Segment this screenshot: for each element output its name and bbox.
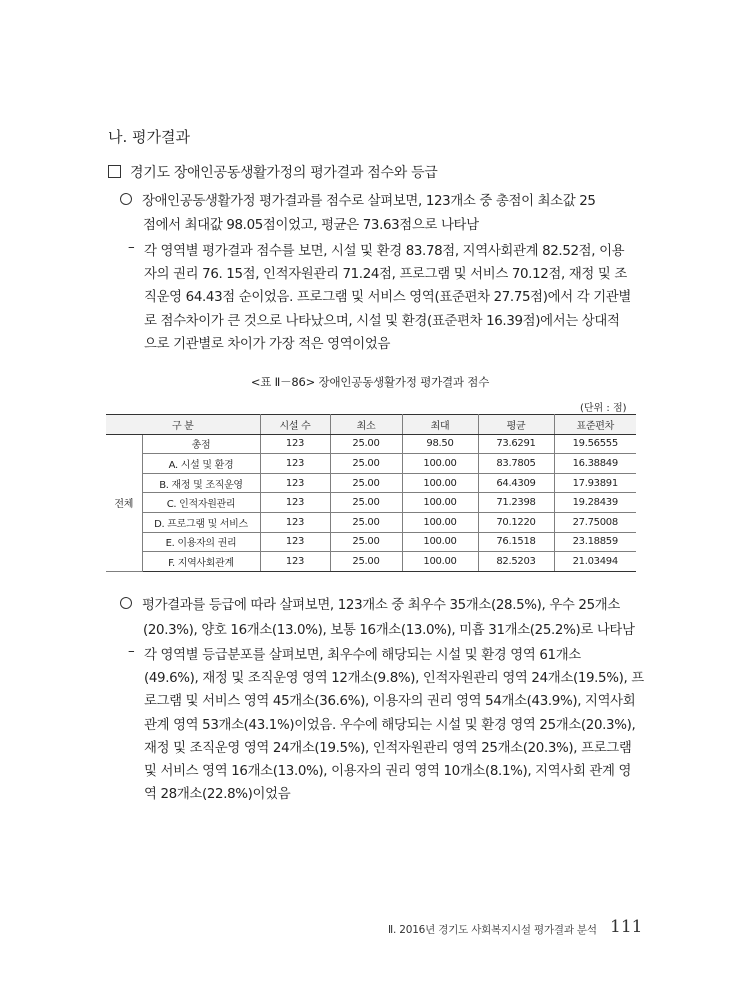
cell-mean: 71.2398	[478, 493, 554, 513]
para1-sub-line: 직운영 64.43점 순이었음. 프로그램 및 서비스 영역(표준편차 27.75점)에서 각 기관별	[144, 290, 631, 306]
cell-max: 100.00	[402, 512, 478, 532]
cell-sd: 19.56555	[554, 434, 636, 454]
cell-min: 25.00	[330, 512, 402, 532]
cell-min: 25.00	[330, 434, 402, 454]
cell-count: 123	[260, 532, 330, 552]
table-row	[106, 532, 636, 552]
circle-bullet-icon	[120, 597, 132, 609]
para2-sub-line: 각 영역별 등급분포를 살펴보면, 최우수에 해당되는 시설 및 환경 영역 61개소	[144, 648, 581, 663]
header-sd: 표준편차	[554, 415, 636, 435]
cell-max: 100.00	[402, 532, 478, 552]
header-category: 구 분	[106, 415, 260, 435]
para2-sub-line: 재정 및 조직운영 영역 24개소(19.5%), 인적자원관리 영역 25개소(20.3%), 프로그램	[144, 740, 632, 756]
cell-mean: 82.5203	[478, 552, 554, 572]
row-label: D. 프로그램 및 서비스	[142, 512, 260, 532]
cell-min: 25.00	[330, 552, 402, 572]
row-label: B. 재정 및 조직운영	[142, 473, 260, 493]
cell-max: 100.00	[402, 552, 478, 572]
row-label: A. 시설 및 환경	[142, 454, 260, 474]
page-number: 111	[610, 917, 643, 937]
table-unit: (단위 : 점)	[580, 403, 627, 414]
para2-bullet-text: 평가결과를 등급에 따라 살펴보면, 123개소 중 최우수 35개소(28.5%), 우수 25개소	[142, 598, 620, 613]
header-mean: 평균	[478, 415, 554, 435]
row-label: 총점	[142, 434, 260, 454]
sub-heading	[108, 162, 438, 182]
square-bullet-icon	[108, 165, 121, 178]
table-row	[106, 512, 636, 532]
para1-sub-line: 로 점수차이가 큰 것으로 나타났으며, 시설 및 환경(표준편차 16.39점)에서는 상대적	[144, 313, 620, 329]
header-count: 시설 수	[260, 415, 330, 435]
para2-cont: (20.3%), 양호 16개소(13.0%), 보통 16개소(13.0%), 미흡 31개소(25.2%)로 나타남	[143, 623, 635, 638]
cell-sd: 27.75008	[554, 512, 636, 532]
table-row	[106, 434, 636, 454]
circle-bullet-icon	[120, 193, 132, 205]
para1-bullet	[120, 190, 596, 213]
table-row	[106, 473, 636, 493]
cell-count: 123	[260, 512, 330, 532]
cell-min: 25.00	[330, 454, 402, 474]
cell-mean: 73.6291	[478, 434, 554, 454]
para1-sub-line: 자의 권리 76. 15점, 인적자원관리 71.24점, 프로그램 및 서비스 70.12점, 재정 및 조	[144, 267, 627, 283]
para2-sub-line: 관계 영역 53개소(43.1%)이었음. 우수에 해당되는 시설 및 환경 영역 25개소(20.3%),	[144, 717, 636, 733]
group-label: 전체	[106, 434, 142, 571]
para2-sub-line: 로그램 및 서비스 영역 45개소(36.6%), 이용자의 권리 영역 54개소(43.9%), 지역사회	[144, 694, 636, 710]
cell-min: 25.00	[330, 493, 402, 513]
para1-sub-line: 으로 기관별로 차이가 가장 적은 영역이었음	[144, 336, 391, 352]
score-table	[106, 414, 636, 572]
cell-sd: 23.18859	[554, 532, 636, 552]
cell-max: 100.00	[402, 473, 478, 493]
header-min: 최소	[330, 415, 402, 435]
para2-sub-line: 및 서비스 영역 16개소(13.0%), 이용자의 권리 영역 10개소(8.1%), 지역사회 관계 영	[144, 764, 632, 780]
cell-count: 123	[260, 493, 330, 513]
cell-sd: 17.93891	[554, 473, 636, 493]
para2-sub	[144, 644, 644, 806]
para1-sub	[144, 240, 631, 356]
cell-count: 123	[260, 552, 330, 572]
cell-max: 100.00	[402, 493, 478, 513]
row-label: F. 지역사회관계	[142, 552, 260, 572]
para1-dash: –	[128, 240, 135, 255]
cell-min: 25.00	[330, 473, 402, 493]
cell-max: 98.50	[402, 434, 478, 454]
table-row	[106, 454, 636, 474]
cell-sd: 19.28439	[554, 493, 636, 513]
para1-bullet-text: 장애인공동생활가정 평가결과를 점수로 살펴보면, 123개소 중 총점이 최소값 25	[142, 194, 596, 209]
para2-sub-line: 역 28개소(22.8%)이었음	[144, 787, 291, 803]
cell-count: 123	[260, 473, 330, 493]
cell-min: 25.00	[330, 532, 402, 552]
para2-sub-line: (49.6%), 재정 및 조직운영 영역 12개소(9.8%), 인적자원관리 영역 24개소(19.5%), 프	[144, 671, 644, 687]
cell-sd: 16.38849	[554, 454, 636, 474]
header-max: 최대	[402, 415, 478, 435]
cell-mean: 70.1220	[478, 512, 554, 532]
row-label: E. 이용자의 권리	[142, 532, 260, 552]
running-footer: Ⅱ. 2016년 경기도 사회복지시설 평가결과 분석	[388, 924, 597, 936]
para2-bullet	[120, 594, 620, 617]
cell-count: 123	[260, 434, 330, 454]
table-row	[106, 552, 636, 572]
table-header-row	[106, 415, 636, 435]
para2-dash: –	[128, 644, 135, 659]
cell-mean: 64.4309	[478, 473, 554, 493]
table-row	[106, 493, 636, 513]
sub-heading-text: 경기도 장애인공동생활가정의 평가결과 점수와 등급	[130, 165, 438, 181]
section-title: 나. 평가결과	[108, 128, 190, 146]
row-label: C. 인적자원관리	[142, 493, 260, 513]
cell-max: 100.00	[402, 454, 478, 474]
cell-sd: 21.03494	[554, 552, 636, 572]
para1-sub-line: 각 영역별 평가결과 점수를 보면, 시설 및 환경 83.78점, 지역사회관계 82.52점, 이용	[144, 244, 625, 259]
cell-count: 123	[260, 454, 330, 474]
cell-mean: 76.1518	[478, 532, 554, 552]
para1-cont: 점에서 최대값 98.05점이었고, 평균은 73.63점으로 나타남	[143, 218, 479, 233]
table-caption: <표 Ⅱ－86> 장애인공동생활가정 평가결과 점수	[250, 375, 490, 389]
cell-mean: 83.7805	[478, 454, 554, 474]
